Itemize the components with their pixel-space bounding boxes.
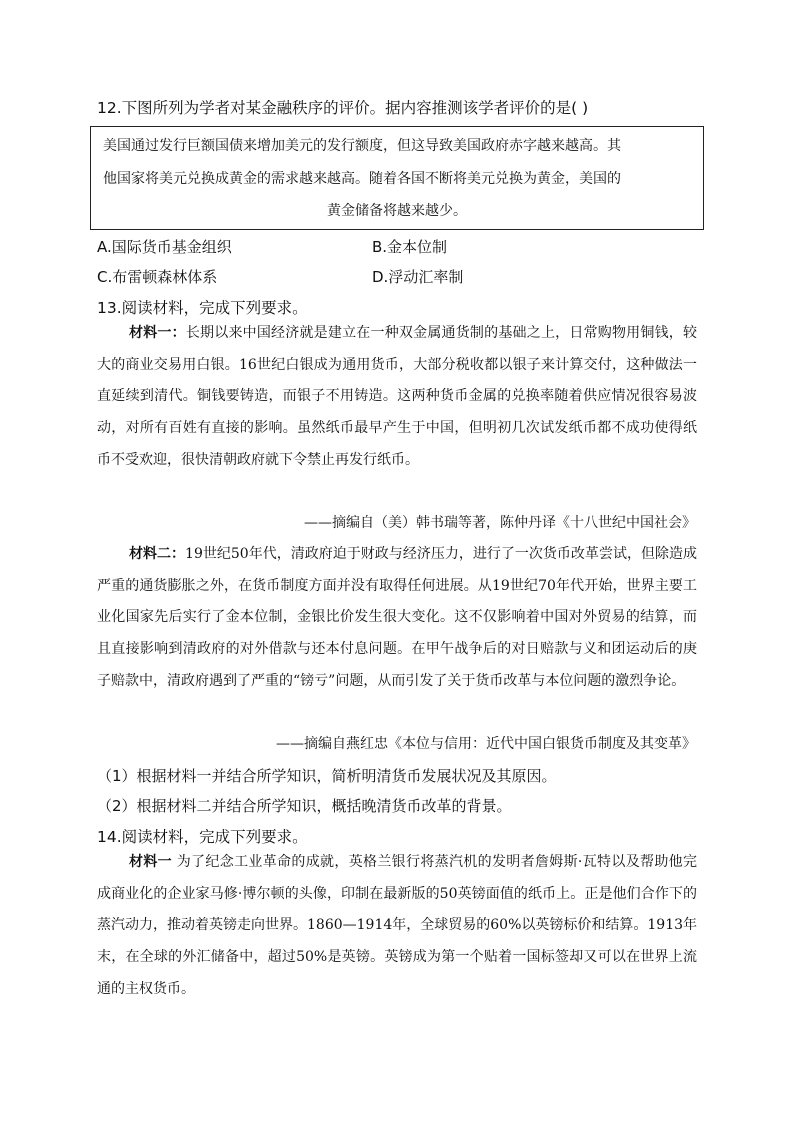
- q14-material-1-text: 为了纪念工业革命的成就，英格兰银行将蒸汽机的发明者詹姆斯·瓦特以及帮助他完成商业化的企业家马修·博尔顿的头像，印制在最新版的50英镑面值的纸币上。正是他们合作下的蒸汽动力，推动着英镑走向世界。1860—1914年，全球贸易的60%以英镑标价和结算。1913年末，在全球的外汇储备中，超过50%是英镑。英镑成为第一个贴着一国标签却又可以在世界上流通的主权货币。: [97, 854, 698, 997]
- q13-material-2-label: 材料二：: [129, 546, 186, 562]
- q14-material-1-label: 材料一: [129, 854, 172, 870]
- q13-material-2-source: ——摘编自燕红忠《本位与信用：近代中国白银货币制度及其变革》: [276, 736, 696, 752]
- q13-material-2-text: 19世纪50年代，清政府迫于财政与经济压力，进行了一次货币改革尝试，但除造成严重的通货膨胀之外，在货币制度方面并没有取得任何进展。从19世纪70年代开始，世界主要工业化国家先后实行了金本位制，金银比价发生很大变化。这不仅影响着中国对外贸易的结算，而且直接影响到清政府的对外借款与还本付息问题。在甲午战争后的对日赔款与义和团运动后的庚子赔款中，清政府遇到了严重的“镑亏”问题，从而引发了关于货币改革与本位问题的激烈争论。: [97, 546, 697, 689]
- quote-line-3: 黄金储备将越来越少。: [327, 203, 467, 219]
- q13-material-1-label: 材料一：: [129, 325, 186, 341]
- option-d[interactable]: D.浮动汇率制: [372, 268, 464, 286]
- question-14-stem: 14.阅读材料，完成下列要求。: [97, 828, 308, 846]
- q13-material-2: [97, 539, 697, 698]
- q13-material-1-source: ——摘编自（美）韩书瑞等著，陈仲丹译《十八世纪中国社会》: [304, 515, 696, 531]
- q13-sub-question-1: （1）根据材料一并结合所学知识，简析明清货币发展状况及其原因。: [97, 767, 557, 785]
- q13-sub-question-2: （2）根据材料二并结合所学知识，概括晚清货币改革的背景。: [97, 797, 512, 815]
- question-13-stem: 13.阅读材料，完成下列要求。: [97, 299, 308, 317]
- q14-material-1: [97, 847, 697, 1006]
- option-a[interactable]: A.国际货币基金组织: [97, 238, 232, 256]
- quote-line-1: 美国通过发行巨额国债来增加美元的发行额度，但这导致美国政府赤字越来越高。其: [103, 138, 621, 154]
- quote-box: [90, 126, 704, 230]
- option-c[interactable]: C.布雷顿森林体系: [97, 268, 218, 286]
- question-12-stem: 12.下图所列为学者对某金融秩序的评价。据内容推测该学者评价的是( ): [97, 99, 589, 117]
- option-b[interactable]: B.金本位制: [372, 238, 448, 256]
- quote-line-2: 他国家将美元兑换成黄金的需求越来越高。随着各国不断将美元兑换为黄金，美国的: [103, 171, 621, 187]
- q13-material-1-text: 长期以来中国经济就是建立在一种双金属通货制的基础之上，日常购物用铜钱，较大的商业交易用白银。16世纪白银成为通用货币，大部分税收都以银子来计算交付，这种做法一直延续到清代。铜钱要铸造，而银子不用铸造。这两种货币金属的兑换率随着供应情况很容易波动，对所有百姓有直接的影响。虽然纸币最早产生于中国，但明初几次试发纸币都不成功使得纸币不受欢迎，很快清朝政府就下令禁止再发行纸币。: [97, 325, 698, 468]
- q13-material-1: [97, 318, 697, 477]
